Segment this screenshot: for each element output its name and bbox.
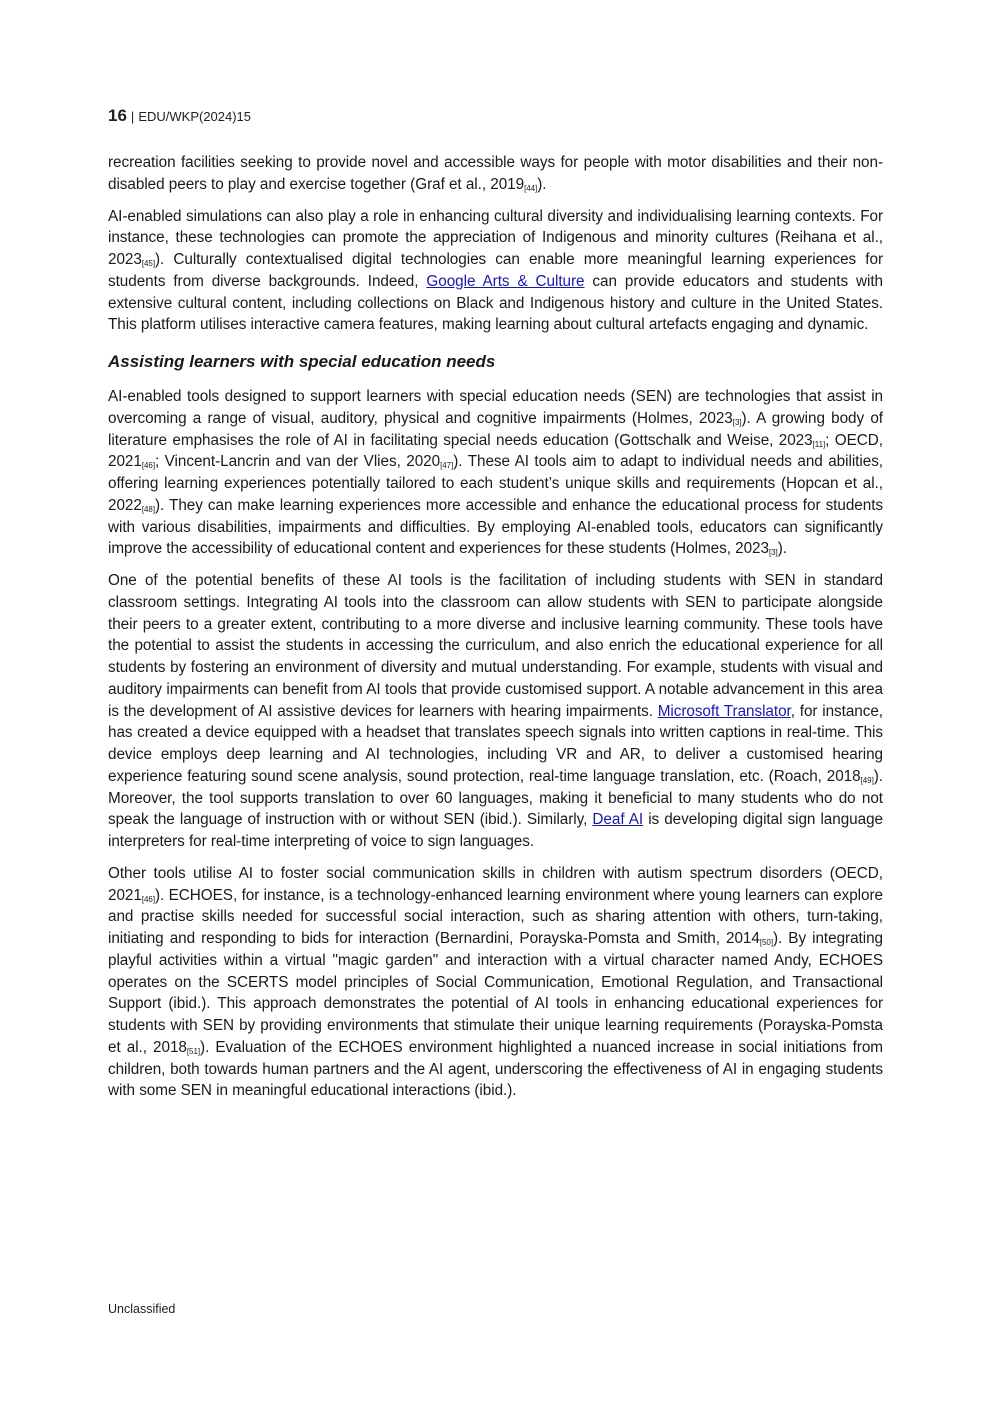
page-header [108,106,251,126]
citation-reference: [11] [812,439,826,449]
citation-reference: [49] [860,775,874,785]
hyperlink[interactable]: Microsoft Translator [657,702,791,720]
section-heading: Assisting learners with special education needs [108,352,496,371]
citation-reference: [51] [186,1046,201,1056]
paragraph-text: ). Moreover, the tool supports translation to over 60 languages, making it beneficial to many students who do not speak the language of instruction with or without SEN (ibid.). Similarly, [108,767,883,829]
paragraph-text: AI-enabled tools designed to support learners with special education needs (SEN) are technologies that assist in overcoming a range of visual, auditory, physical and cognitive impairments (Holmes, 2023 [108,388,883,427]
paragraph-text: ). Culturally contextualised digital technologies can enable more meaningful learning experiences for students from diverse backgrounds. Indeed, [108,251,883,290]
paragraphs-after [108,386,883,1102]
document-code: EDU/WKP(2024)15 [138,109,252,124]
citation-reference: [44] [524,183,538,193]
citation-reference: [50] [759,938,773,947]
hyperlink[interactable]: Google Arts & Culture [426,272,585,290]
hyperlink[interactable]: Deaf AI [592,811,644,829]
paragraph-text: ; Vincent-Lancrin and van der Vlies, 2020 [155,453,441,471]
page-number: 16 [108,106,127,125]
citation-reference: [48] [141,504,155,514]
header-separator: | [130,109,135,124]
paragraph-text: , for instance, has created a device equipped with a headset that translates speech signals into written captions in real-time. This device employs deep learning and AI technologies, including VR and AR, to deliver a customised hearing experience featuring sound scene analysis, sound protection, real-time language translation, etc. (Roach, 2018 [108,702,884,785]
paragraph-text: ). These AI tools aim to adapt to individual needs and abilities, offering learning experiences potentially tailored to each student’s unique skills and requirements (Hopcan et al., 2022 [108,453,883,514]
classification-footer: Unclassified [108,1302,176,1316]
citation-reference: [45] [141,259,155,268]
paragraph-text: ). [777,540,787,558]
paragraph-text: ; OECD, 2021 [108,431,883,471]
citation-reference: [3] [732,417,742,427]
paragraph-text: can provide educators and students with extensive cultural content, including collections on Black and Indigenous history and culture in the United States. This platform utilises interactive camera features, making learning about cultural artefacts engaging and dynamic. [108,272,883,334]
citation-reference: [47] [440,461,454,471]
paragraph-text: ). Evaluation of the ECHOES environment highlighted a nuanced increase in social initiations from children, both towards human partners and the AI agent, underscoring the effectiveness of AI in engaging students with some SEN in meaningful educational interactions (ibid.). [108,1038,883,1100]
paragraph-text: ). [537,175,547,193]
paragraph [108,386,883,560]
paragraph-text: Other tools utilise AI to foster social communication skills in children with autism spectrum disorders (OECD, 2021 [108,864,883,904]
citation-reference: [3] [768,548,778,558]
paragraph-text: ). ECHOES, for instance, is a technology-enhanced learning environment where young learners can explore and practise skills needed for successful social interaction, such as sharing attention with others, turn-taking, initiating and responding to bids for interaction (Bernardini, Porayska-Pomsta and Smith, 2014 [108,886,883,947]
paragraph-text: One of the potential benefits of these AI tools is the facilitation of including students with SEN in standard classroom settings. Integrating AI tools into the classroom can allow students with SEN to participate alongside their peers to a greater extent, contributing to a more diverse and inclusive learning community. These tools have the potential to assist the students in accessing the curriculum, and also enrich the educational experience for all students by fostering an environment of diversity and mutual understanding. For example, students with visual and auditory impairments can benefit from AI tools that provide customised support. A notable advancement in this area is the development of AI assistive devices for learners with hearing impairments. [108,572,883,720]
paragraph [108,152,883,196]
paragraph-text: AI-enabled simulations can also play a role in enhancing cultural diversity and individualising learning contexts. For instance, these technologies can promote the appreciation of Indigenous and minority cultures (Reihana et al., 2023 [108,207,883,268]
paragraph-text: is developing digital sign language interpreters for real-time interpreting of voice to sign languages. [108,811,883,850]
paragraph [108,863,883,1102]
paragraph [108,206,883,337]
paragraphs-before [108,152,883,336]
citation-reference: [46] [141,894,155,904]
paragraph-text: ). A growing body of literature emphasises the role of AI in facilitating special needs education (Gottschalk and Weise, 2023 [108,409,884,449]
document-body [108,152,883,1112]
paragraph-text: ). They can make learning experiences more accessible and enhance the educational process for students with various disabilities, impairments and difficulties. By employing AI-enabled tools, educators can significantly improve the accessibility of educational content and experiences for these students (Holmes, 2023 [108,496,883,558]
citation-reference: [46] [141,461,155,471]
paragraph-text: ). By integrating playful activities within a virtual "magic garden" and interaction with a virtual character named Andy, ECHOES operates on the SCERTS model principles of Social Communication, Emotional Regulation, and Transactional Support (ibid.). This approach demonstrates the potential of AI tools in enhancing educational experiences for students with SEN by providing environments that stimulate their unique learning requirements (Porayska-Pomsta et al., 2018 [108,930,884,1056]
paragraph [108,570,883,853]
paragraph-text: recreation facilities seeking to provide novel and accessible ways for people with motor disabilities and their non-disabled peers to play and exercise together (Graf et al., 2019 [108,154,883,193]
